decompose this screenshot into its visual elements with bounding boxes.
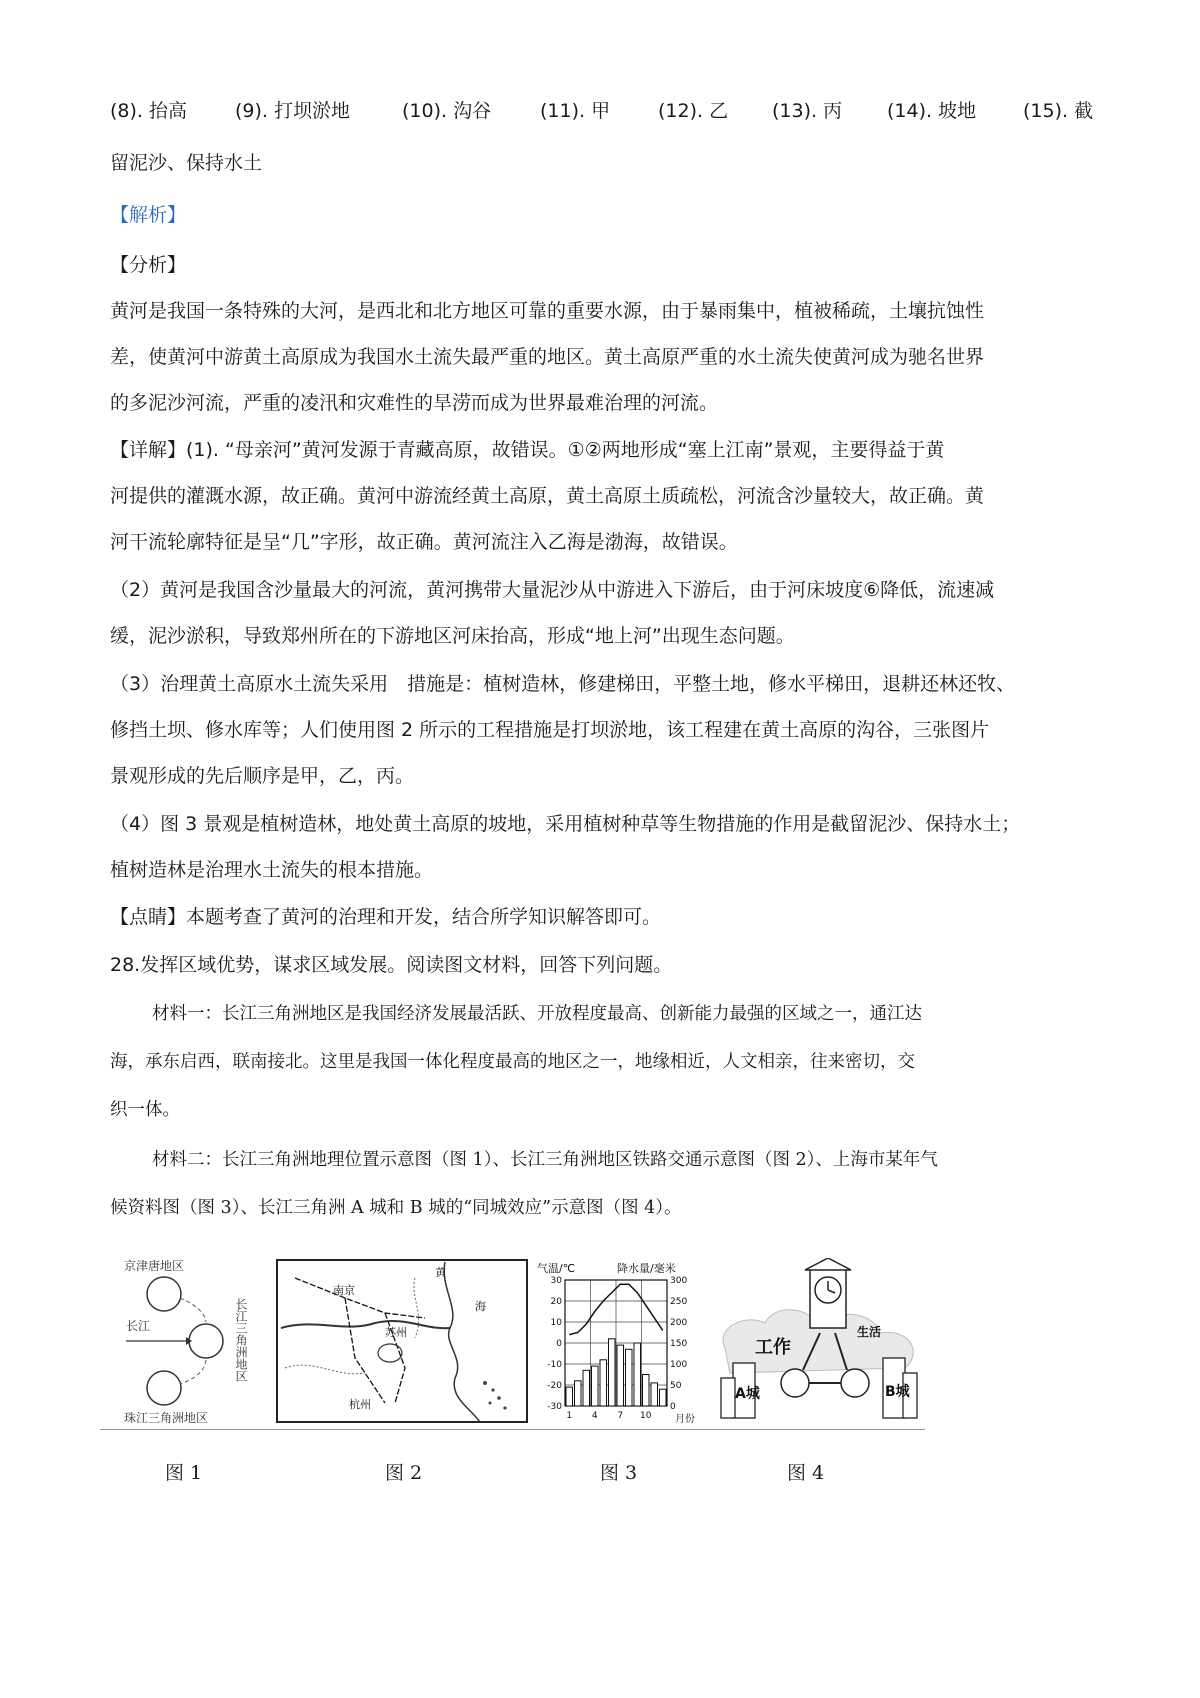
chart-y-tick-label: 30 (550, 1276, 562, 1286)
detail-line: 植树造林是治理水土流失的根本措施。 (110, 859, 434, 881)
chart-x-tick-label: 10 (640, 1411, 652, 1421)
chart-y-tick-label: 0 (556, 1339, 562, 1349)
chart-y2-tick-label: 0 (670, 1402, 676, 1412)
fenxi-line: 黄河是我国一条特殊的大河，是西北和北方地区可靠的重要水源，由于暴雨集中，植被稀疏，土壤抗蚀性 (110, 300, 985, 322)
answer-item: (14). 坡地 (887, 100, 977, 122)
answer-continuation: 留泥沙、保持水土 (110, 152, 263, 174)
chart-x-label: 月份 (675, 1414, 695, 1425)
chart-precip-bar (592, 1366, 599, 1406)
fenxi-line: 差，使黄河中游黄土高原成为我国水土流失最严重的地区。黄土高原严重的水土流失使黄河成为驰名世界 (110, 346, 985, 368)
figure-4-cartoon (715, 1258, 925, 1426)
chart-precip-bar (643, 1375, 650, 1407)
fig2-label: 海 (475, 1300, 486, 1313)
fenxi-line: 的多泥沙河流，严重的凌汛和灾难性的旱涝而成为世界最难治理的河流。 (110, 392, 719, 414)
chart-y2-tick-label: 150 (670, 1339, 688, 1349)
fig2-label: 黄 (435, 1266, 446, 1279)
fig4-clock-tower (805, 1258, 851, 1328)
chart-precip-bar (626, 1349, 633, 1406)
material-2-line: 候资料图（图 3）、长江三角洲 A 城和 B 城的“同城效应”示意图（图 4）。 (110, 1198, 682, 1218)
material-2-line: 材料二：长江三角洲地理位置示意图（图 1）、长江三角洲地区铁路交通示意图（图 2）、上海市某年气 (152, 1150, 938, 1170)
chart-y2-tick-label: 100 (670, 1360, 688, 1370)
fig4-person-left (781, 1369, 809, 1397)
chart-precip-bar (566, 1387, 573, 1406)
figure-1-diagram (122, 1258, 262, 1426)
answer-item: (11). 甲 (540, 100, 611, 122)
fig4-label: A城 (735, 1386, 760, 1402)
answer-item: (10). 沟谷 (402, 100, 492, 122)
figure-caption: 图 2 (385, 1462, 423, 1484)
fig4-label: 生活 (857, 1325, 882, 1339)
chart-x-tick-label: 4 (591, 1411, 598, 1421)
detail-line: （2）黄河是我国含沙量最大的河流，黄河携带大量泥沙从中游进入下游后，由于河床坡度⑥降低，流速减 (110, 579, 995, 601)
chart-precip-bar (575, 1381, 582, 1406)
fig1-dashed-top (180, 1298, 206, 1322)
chart-precip-bar (617, 1345, 624, 1406)
chart-y-label: 气温/℃ (537, 1262, 576, 1275)
chart-precip-bar (600, 1360, 607, 1406)
figure-3-climate-chart (535, 1258, 705, 1426)
fig2-label: 杭州 (349, 1398, 371, 1411)
fig1-left-label: 长江 (126, 1319, 151, 1333)
chart-precip-bar (609, 1339, 616, 1406)
chart-y2-tick-label: 250 (670, 1297, 688, 1307)
answer-item: (12). 乙 (658, 100, 729, 122)
chart-y-tick-label: -30 (547, 1402, 562, 1412)
answer-item: (13). 丙 (772, 100, 843, 122)
chart-x-tick-label: 1 (566, 1411, 573, 1421)
jiexi-heading: 【解析】 (110, 204, 187, 226)
fig1-right-label: 长江三角洲地区 (234, 1298, 248, 1382)
chart-y2-tick-label: 300 (670, 1276, 688, 1286)
dianjing-line: 【点睛】本题考查了黄河的治理和开发，结合所学知识解答即可。 (110, 906, 662, 928)
question-28-stem: 28.发挥区域优势，谋求区域发展。阅读图文材料，回答下列问题。 (110, 954, 673, 976)
fig1-dashed-bottom (180, 1360, 206, 1384)
fig2-label: 苏州 (385, 1326, 407, 1339)
fig2-label: 南京 (333, 1284, 355, 1297)
detail-line: 河提供的灌溉水源，故正确。黄河中游流经黄土高原，黄土高原土质疏松，河流含沙量较大，故正确。黄 (110, 485, 985, 507)
answer-item: (9). 打坝淤地 (235, 100, 350, 122)
fig1-top-label: 京津唐地区 (124, 1259, 185, 1273)
figure-caption: 图 1 (165, 1462, 203, 1484)
detail-line: 修挡土坝、修水库等；人们使用图 2 所示的工程措施是打坝淤地，该工程建在黄土高原的沟谷，三张图片 (110, 719, 990, 741)
fenxi-heading: 【分析】 (110, 254, 187, 276)
fig4-person-right (841, 1369, 869, 1397)
figure-baseline (100, 1429, 925, 1430)
chart-y-tick-label: -20 (547, 1381, 562, 1391)
detail-line: 缓，泥沙淤积，导致郑州所在的下游地区河床抬高，形成“地上河”出现生态问题。 (110, 625, 795, 647)
figure-caption: 图 3 (600, 1462, 638, 1484)
fig2-frame (277, 1260, 527, 1422)
chart-y2-tick-label: 200 (670, 1318, 688, 1328)
detail-line: 【详解】(1). “母亲河”黄河发源于青藏高原，故错误。①②两地形成“塞上江南”景观，主要得益于黄 (110, 439, 945, 461)
chart-y2-tick-label: 50 (670, 1381, 682, 1391)
chart-x-tick-label: 7 (617, 1411, 624, 1421)
chart-y-tick-label: 10 (550, 1318, 562, 1328)
fig1-circle-bottom (147, 1371, 181, 1405)
chart-y2-label: 降水量/毫米 (617, 1262, 676, 1275)
chart-y-tick-label: -10 (547, 1360, 562, 1370)
chart-precip-bar (634, 1343, 641, 1406)
figure-2-map (275, 1258, 530, 1426)
chart-precip-bar (660, 1389, 667, 1406)
fig1-circle-middle (189, 1324, 223, 1358)
figure-caption: 图 4 (787, 1462, 825, 1484)
chart-precip-bar (583, 1370, 590, 1406)
detail-line: 河干流轮廓特征是呈“几”字形，故正确。黄河流注入乙海是渤海，故错误。 (110, 531, 738, 553)
fig4-label: 工作 (755, 1337, 791, 1358)
answer-item: (8). 抬高 (110, 100, 187, 122)
chart-precip-bar (651, 1383, 658, 1406)
fig4-label: B城 (885, 1384, 910, 1400)
fig1-bottom-label: 珠江三角洲地区 (124, 1411, 209, 1425)
detail-line: （4）图 3 景观是植树造林，地处黄土高原的坡地，采用植树种草等生物措施的作用是截留泥沙、保持水土； (110, 813, 1021, 835)
material-1-line: 海，承东启西，联南接北。这里是我国一体化程度最高的地区之一，地缘相近，人文相亲，往来密切，交 (110, 1052, 915, 1072)
detail-line: （3）治理黄土高原水土流失采用 措施是：植树造林，修建梯田，平整土地，修水平梯田，退耕还林还牧、 (110, 673, 1016, 695)
chart-y-tick-label: 20 (550, 1297, 562, 1307)
detail-line: 景观形成的先后顺序是甲，乙，丙。 (110, 765, 415, 787)
material-1-line: 材料一：长江三角洲地区是我国经济发展最活跃、开放程度最高、创新能力最强的区域之一，通江达 (152, 1004, 922, 1024)
answer-item: (15). 截 (1023, 100, 1094, 122)
fig1-circle-top (147, 1277, 181, 1311)
material-1-line: 织一体。 (110, 1100, 180, 1120)
